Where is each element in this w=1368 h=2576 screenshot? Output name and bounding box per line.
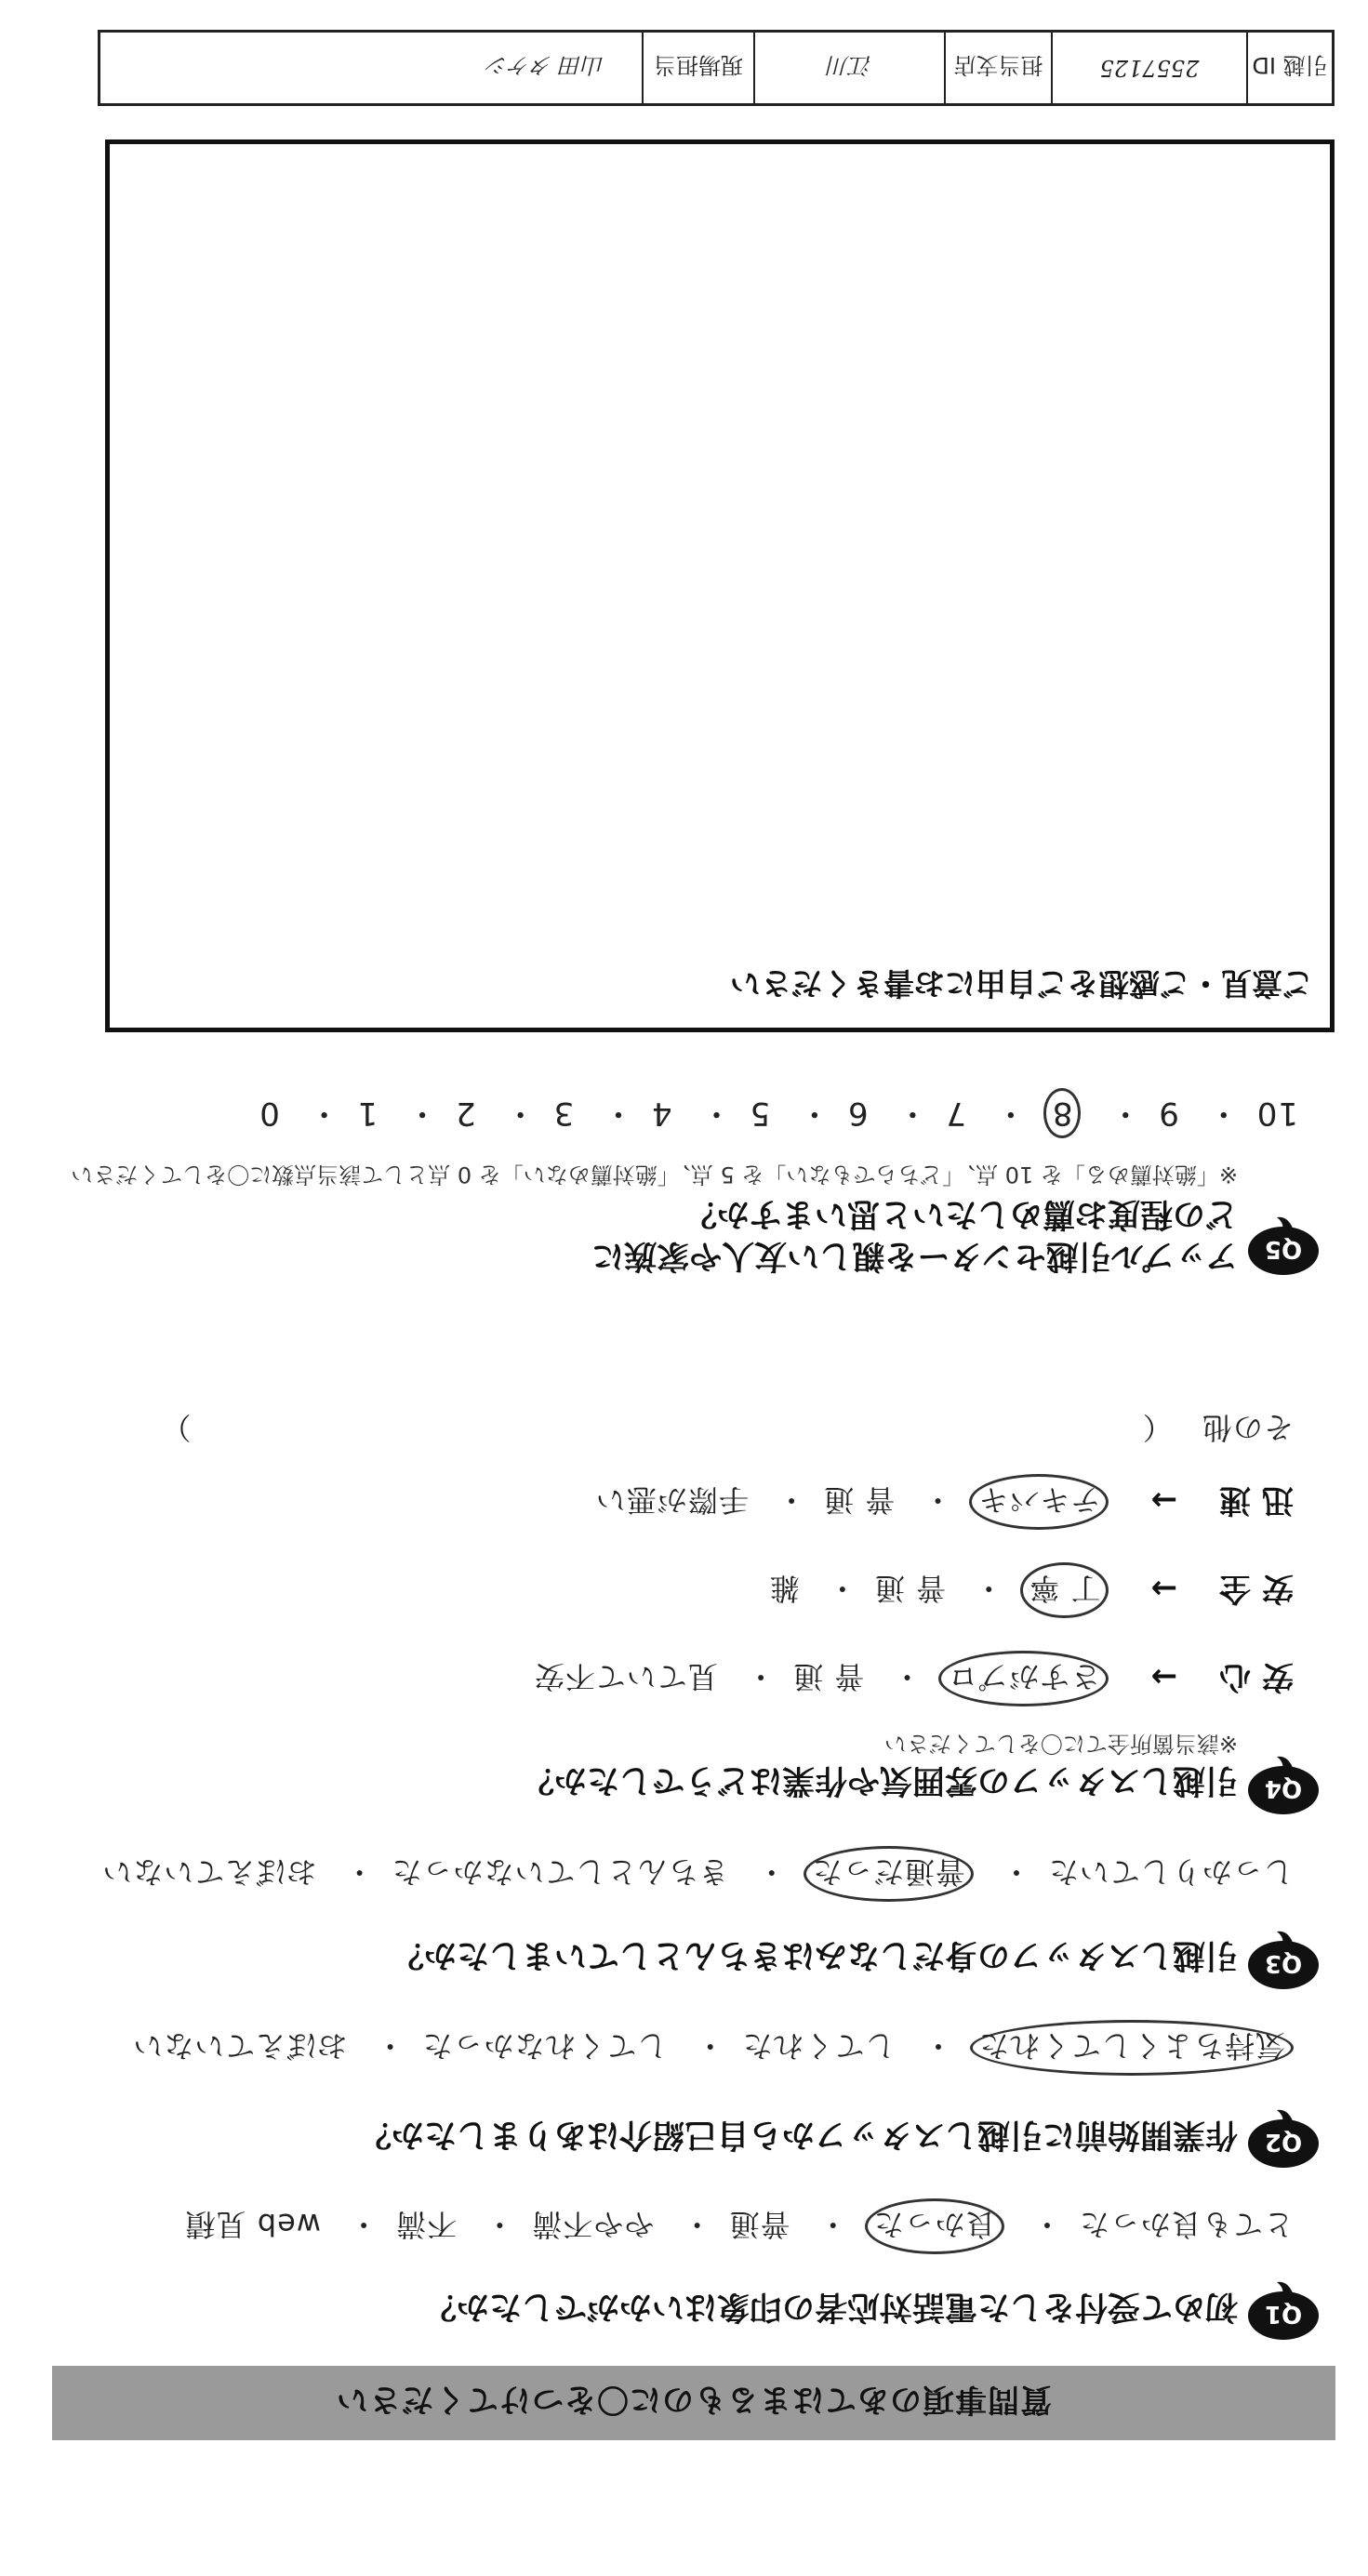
q5-score-8-selected[interactable]: 8 [1043, 1088, 1082, 1138]
q5-question-line-1: アップル引越センターを親しい友人や家族に [591, 1237, 1238, 1274]
q2-question: 作業開始前に引越しスタッフから自己紹介はありましたか？ [358, 2116, 1238, 2153]
q4-note: ※該当箇所全てに〇をしてください [883, 1731, 1238, 1757]
comments-box[interactable] [105, 139, 1335, 1032]
move-id-value[interactable]: 2557125 [1053, 33, 1248, 103]
q2-option-2[interactable]: してくれた [741, 2028, 896, 2064]
q4-row-2-option-2[interactable]: 普 通 [873, 1571, 947, 1606]
q5-score-4[interactable]: 4 [651, 1095, 672, 1132]
info-table [98, 30, 1335, 106]
q2-option-4[interactable]: おぼえていない [132, 2028, 348, 2064]
q4-row-2-option-1-selected[interactable]: 丁 寧 [1020, 1562, 1109, 1618]
q1-question: 初めて受付をした電話対応者の印象はいかがでしたか？ [423, 2288, 1238, 2325]
move-id-label: 引越 ID [1252, 52, 1328, 79]
arrow-right-icon: → [1150, 1570, 1178, 1607]
q4-row-anzen: 安 全 → 丁 寧・ 普 通・ 雑 [85, 1562, 1294, 1618]
q5-question-line-2: どの程度お薦めしたいと思いますか？ [684, 1195, 1238, 1232]
q3-badge-icon [1245, 1928, 1322, 1993]
q3-option-1[interactable]: しっかりしていた [1047, 1854, 1294, 1890]
q1-badge-icon [1245, 2278, 1322, 2344]
q1-option-3[interactable]: 普通 [728, 2207, 790, 2242]
branch-value[interactable]: 江川 [755, 33, 946, 103]
q5-score-0[interactable]: 0 [259, 1095, 280, 1132]
staff-label: 現場担当 [644, 33, 755, 103]
q4-question: 引越しスタッフの雰囲気や作業はどうでしたか？ [521, 1761, 1238, 1799]
instructions-text: 質問事項のあてはまるものに〇をつけてください [336, 2381, 1052, 2419]
q2-option-1-selected[interactable]: 気持ちよくしてくれた [970, 2020, 1294, 2076]
q5-score-9[interactable]: 9 [1158, 1095, 1179, 1132]
q5-note: ※「絶対薦める」を 10 点、「どちらでもない」を 5 点、「絶対薦めない」を 0 点として該当点数に〇をしてください [71, 1162, 1238, 1188]
q4-row-3-option-1-selected[interactable]: テキパキ [969, 1474, 1109, 1530]
q5-badge-label: Q5 [1264, 1235, 1303, 1263]
q4-row-1-label: 安 心 [1219, 1658, 1294, 1695]
q2-badge-icon [1245, 2106, 1322, 2171]
q4-row-1-option-2[interactable]: 普 通 [792, 1659, 865, 1694]
q4-other-row [66, 1408, 1294, 1451]
q4-row-1-option-3[interactable]: 見ていて不安 [533, 1659, 718, 1694]
q5-badge-icon [1245, 1214, 1322, 1279]
q3-option-4[interactable]: おぼえていない [101, 1854, 317, 1890]
q5-score-7[interactable]: 7 [945, 1095, 967, 1132]
staff-value[interactable]: 山田 タケシ [99, 33, 644, 103]
q4-row-3-option-2[interactable]: 普 通 [823, 1482, 896, 1518]
comments-title: ご意見・ご感想をご自由にお書きください [730, 965, 1313, 1002]
q4-other-close-paren: ） [160, 1410, 192, 1445]
q1-option-2-selected[interactable]: 良かった [865, 2198, 1004, 2254]
q4-other-open-paren: （ [1141, 1410, 1173, 1445]
q4-other-label: その他 [1201, 1410, 1294, 1445]
q4-row-3-option-3[interactable]: 手際が悪い [594, 1482, 749, 1518]
q1-options: とても良かった・ 良かった・ 普通・ やや不満・ 不満・ web 見積 [185, 2198, 1294, 2254]
q5-score-3[interactable]: 3 [552, 1095, 575, 1132]
q1-option-6[interactable]: web 見積 [184, 2207, 321, 2242]
q4-row-2-option-3[interactable]: 雑 [768, 1571, 800, 1606]
q5-score-1[interactable]: 1 [356, 1095, 379, 1132]
q4-row-2-label: 安 全 [1219, 1570, 1294, 1607]
q2-option-3[interactable]: してくれなかった [421, 2028, 668, 2064]
q3-option-2-selected[interactable]: 普通だった [804, 1846, 974, 1902]
q3-option-3[interactable]: きちんとしていなかった [391, 1854, 729, 1890]
q2-options: 気持ちよくしてくれた・ してくれた・ してくれなかった・ おぼえていない [132, 2020, 1294, 2076]
q4-badge-label: Q4 [1264, 1774, 1303, 1802]
q4-badge-icon [1245, 1753, 1322, 1818]
q1-option-5[interactable]: 不満 [395, 2207, 458, 2242]
instructions-header [52, 2366, 1335, 2440]
q3-question: 引越しスタッフの身だしなみはきちんとしていましたか？ [391, 1936, 1238, 1973]
q5-scale: 10・ 9・ 8・ 7・ 6・ 5・ 4・ 3・ 2・ 1・ 0 [259, 1088, 1298, 1139]
q5-score-2[interactable]: 2 [455, 1095, 476, 1132]
q5-score-5[interactable]: 5 [749, 1095, 771, 1132]
q4-row-3-label: 迅 速 [1219, 1481, 1294, 1519]
arrow-right-icon: → [1150, 1481, 1178, 1519]
q1-option-4[interactable]: やや不満 [531, 2207, 655, 2242]
branch-label: 担当支店 [946, 33, 1053, 103]
comments-textarea[interactable] [126, 161, 1313, 953]
q3-badge-label: Q3 [1264, 1949, 1303, 1977]
q2-badge-label: Q2 [1264, 2128, 1303, 2156]
q4-row-1-option-1-selected[interactable]: さすがプロ [938, 1651, 1109, 1706]
q3-options: しっかりしていた・ 普通だった・ きちんとしていなかった・ おぼえていない [101, 1846, 1294, 1902]
q5-score-6[interactable]: 6 [846, 1095, 869, 1132]
q4-row-anshin: 安 心 → さすがプロ・ 普 通・ 見ていて不安 [85, 1651, 1294, 1706]
q1-badge-label: Q1 [1264, 2300, 1303, 2328]
q5-score-10[interactable]: 10 [1255, 1095, 1298, 1132]
q4-row-jinsoku: 迅 速 → テキパキ・ 普 通・ 手際が悪い [85, 1474, 1294, 1530]
arrow-right-icon: → [1150, 1658, 1178, 1695]
q1-option-1[interactable]: とても良かった [1078, 2207, 1294, 2242]
